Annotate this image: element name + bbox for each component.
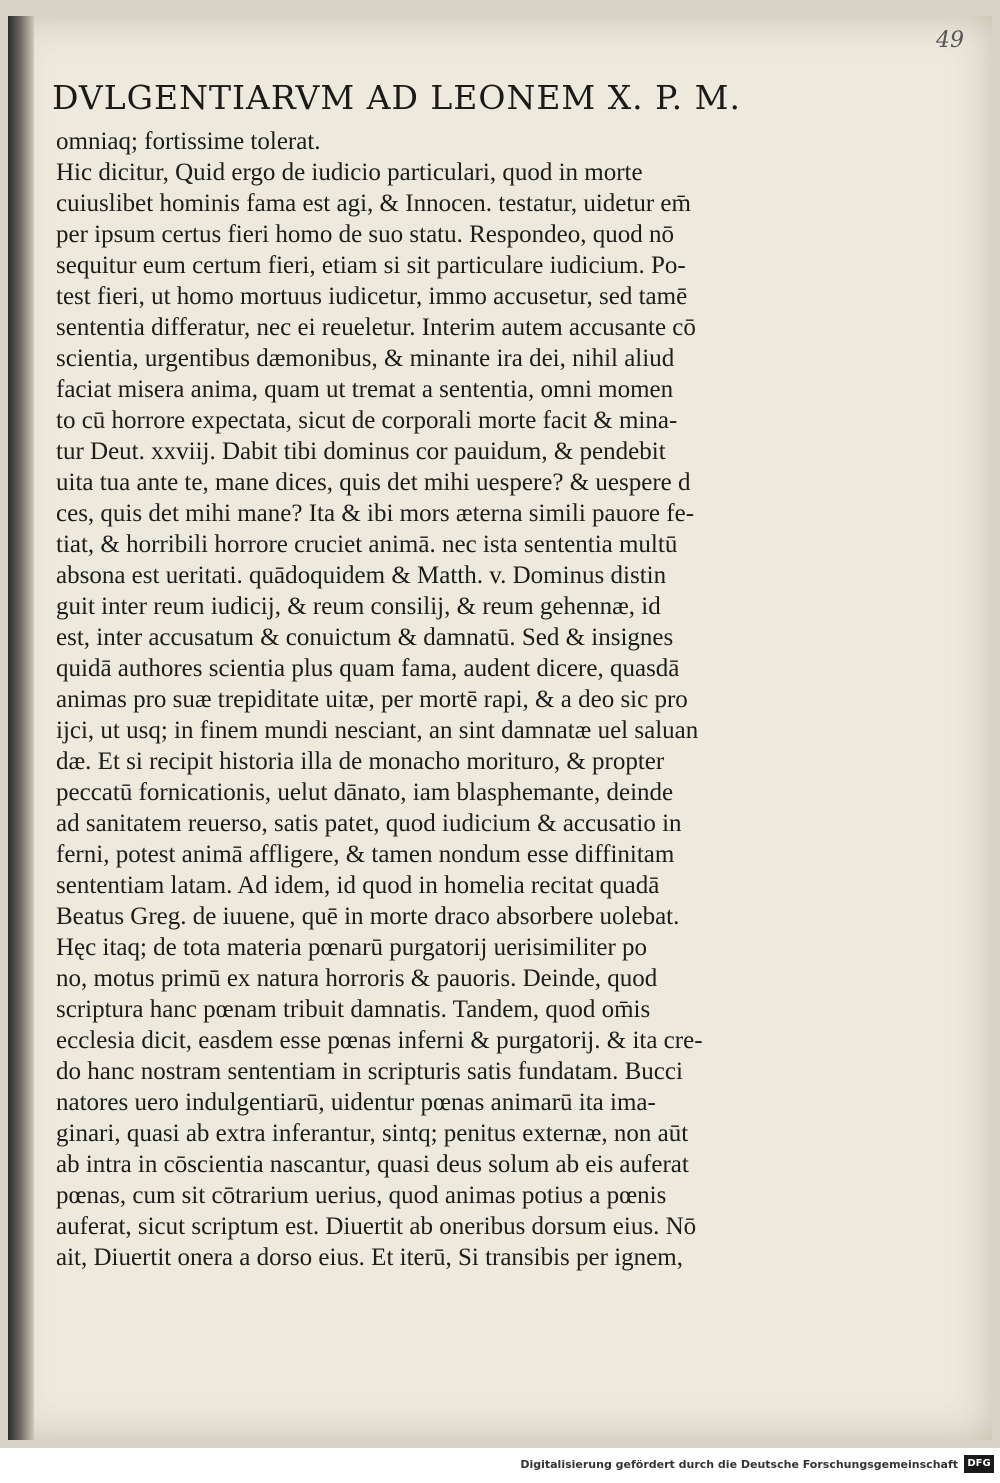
text-line: faciat misera anima, quam ut tremat a sententia, omni momen <box>56 376 674 403</box>
text-line: ijci, ut usq; in finem mundi nesciant, an sint damnatæ uel saluan <box>56 717 699 744</box>
text-line: ginari, quasi ab extra inferantur, sintq; penitus externæ, non aūt <box>56 1120 689 1147</box>
text-line: Hęc itaq; de tota materia pœnarū purgatorij uerisimiliter po <box>56 934 648 961</box>
text-line: uita tua ante te, mane dices, quis det mihi uespere? & uespere d <box>56 469 691 496</box>
text-line: guit inter reum iudicij, & reum consilij, & reum gehennæ, id <box>56 593 661 620</box>
text-line: sententiam latam. Ad idem, id quod in homelia recitat quadā <box>56 872 660 899</box>
text-line: dæ. Et si recipit historia illa de monacho morituro, & propter <box>56 748 665 775</box>
text-line: no, motus primū ex natura horroris & pauoris. Deinde, quod <box>56 965 658 992</box>
book-page <box>8 16 992 1440</box>
text-line: ces, quis det mihi mane? Ita & ibi mors æterna simili pauore fe- <box>56 500 695 527</box>
text-line: animas pro suæ trepiditate uitæ, per mortē rapi, & a deo sic pro <box>56 686 688 713</box>
text-line: scientia, urgentibus dæmonibus, & minante ira dei, nihil aliud <box>56 345 675 372</box>
text-line: do hanc nostram sententiam in scripturis satis fundatam. Bucci <box>56 1058 683 1085</box>
text-line: Hic dicitur, Quid ergo de iudicio particulari, quod in morte <box>56 159 643 186</box>
text-line: scriptura hanc pœnam tribuit damnatis. Tandem, quod om̄is <box>56 996 651 1023</box>
book-binding-edge <box>8 16 34 1440</box>
text-line: Beatus Greg. de iuuene, quē in morte draco absorbere uolebat. <box>56 903 680 930</box>
text-line: sententia differatur, nec ei reueletur. Interim autem accusante cō <box>56 314 696 341</box>
text-line: tur Deut. xxviij. Dabit tibi dominus cor pauidum, & pendebit <box>56 438 666 465</box>
text-line: per ipsum certus fieri homo de suo statu. Respondeo, quod nō <box>56 221 674 248</box>
dfg-logo: DFG <box>964 1455 994 1473</box>
funding-credit: Digitalisierung gefördert durch die Deutsche Forschungsgemeinschaft <box>520 1458 958 1471</box>
text-line: auferat, sicut scriptum est. Diuertit ab oneribus dorsum eius. Nō <box>56 1213 697 1240</box>
text-line: cuiuslibet hominis fama est agi, & Innocen. testatur, uidetur em̄ <box>56 190 691 217</box>
text-line: natores uero indulgentiarū, uidentur pœnas animarū ita ima- <box>56 1089 656 1116</box>
text-line: ait, Diuertit onera a dorso eius. Et iterū, Si transibis per ignem, <box>56 1244 683 1271</box>
text-line: ad sanitatem reuerso, satis patet, quod iudicium & accusatio in <box>56 810 682 837</box>
text-line: ecclesia dicit, easdem esse pœnas inferni & purgatorij. & ita cre- <box>56 1027 703 1054</box>
text-line: sequitur eum certum fieri, etiam si sit particulare iudicium. Po- <box>56 252 686 279</box>
text-line: pœnas, cum sit cōtrarium uerius, quod animas potius a pœnis <box>56 1182 667 1209</box>
text-line: peccatū fornicationis, uelut dānato, iam blasphemante, deinde <box>56 779 674 806</box>
page-number: 49 <box>936 28 964 53</box>
text-line: absona est ueritati. quādoquidem & Matth. v. Dominus distin <box>56 562 667 589</box>
text-line: est, inter accusatum & conuictum & damnatū. Sed & insignes <box>56 624 674 651</box>
text-line: tiat, & horribili horrore cruciet animā. nec ista sententia multū <box>56 531 678 558</box>
text-line: to cū horrore expectata, sicut de corporali morte facit & mina- <box>56 407 678 434</box>
text-line: ferni, potest animā affligere, & tamen nondum esse diffinitam <box>56 841 675 868</box>
text-line: ab intra in cōscientia nascantur, quasi deus solum ab eis auferat <box>56 1151 689 1178</box>
text-line: quidā authores scientia plus quam fama, audent dicere, quasdā <box>56 655 680 682</box>
body-text <box>56 126 786 1273</box>
text-line: omniaq; fortissime tolerat. <box>56 128 321 155</box>
running-header: DVLGENTIARVM AD LEONEM X. P. M. <box>52 78 741 117</box>
text-line: test fieri, ut homo mortuus iudicetur, immo accusetur, sed tamē <box>56 283 688 310</box>
